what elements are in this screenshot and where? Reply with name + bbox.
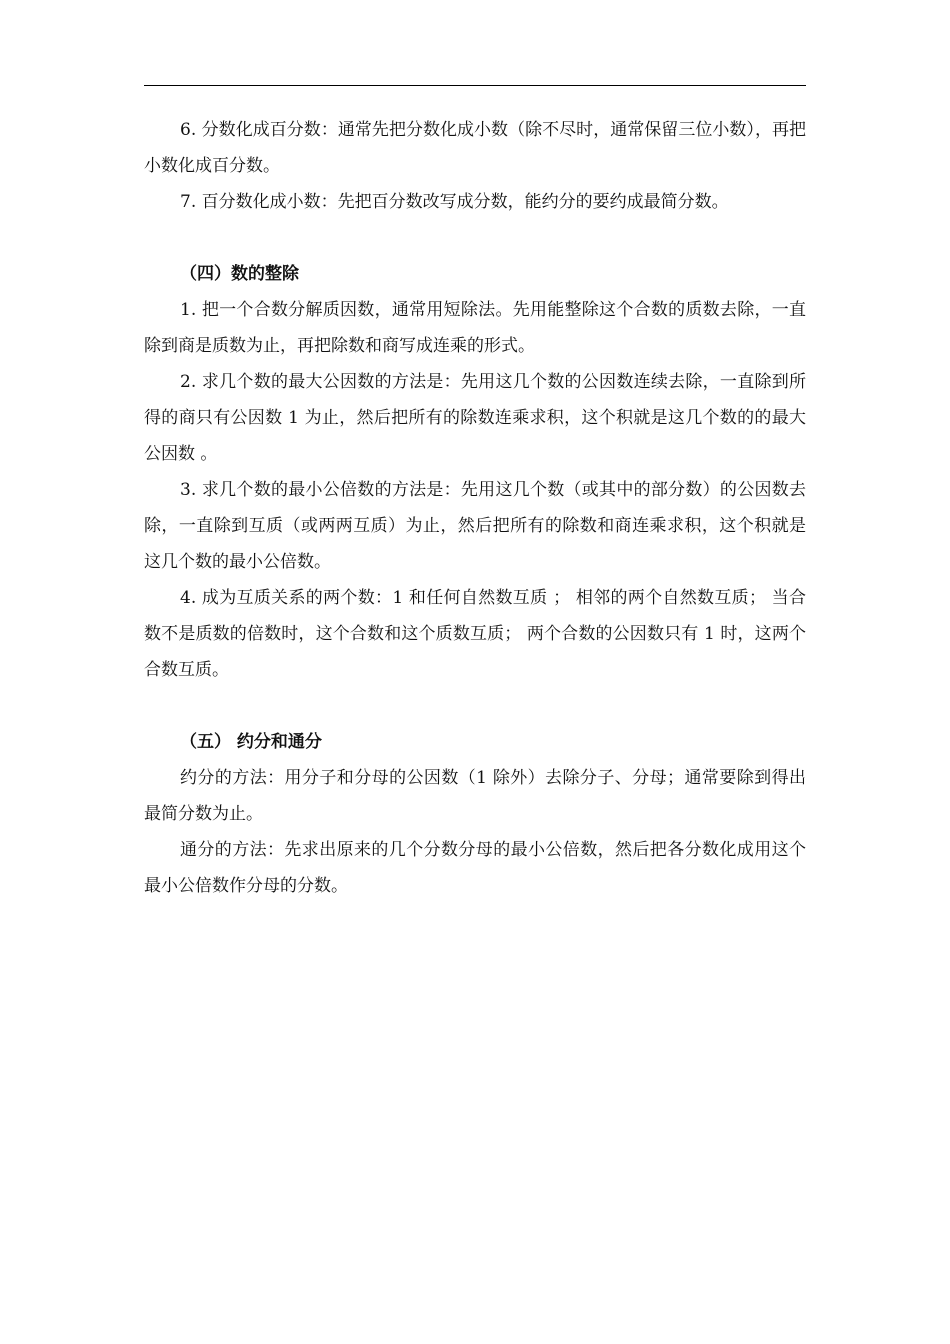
section-heading-divisibility: （四）数的整除 (180, 264, 299, 284)
paragraph-coprime-relations: 4. 成为互质关系的两个数：1 和任何自然数互质 ； 相邻的两个自然数互质； 当合数不是质数的倍数时，这个合数和这个质数互质； 两个合数的公因数只有 1 时，这两个合数互质。 (144, 588, 806, 680)
paragraph-item-7: 7. 百分数化成小数：先把百分数改写成分数，能约分的要约成最简分数。 (180, 192, 729, 212)
paragraph-item-6: 6. 分数化成百分数：通常先把分数化成小数（除不尽时，通常保留三位小数），再把小数化成百分数。 (144, 120, 806, 176)
header-rule (144, 85, 806, 86)
paragraph-lcm-method: 3. 求几个数的最小公倍数的方法是：先用这几个数（或其中的部分数）的公因数去除，一直除到互质（或两两互质）为止，然后把所有的除数和商连乘求积，这个积就是这几个数的最小公倍数。 (144, 480, 806, 572)
section-heading-reduction: （五） 约分和通分 (180, 732, 322, 752)
document-body (144, 112, 806, 904)
paragraph-gcd-method: 2. 求几个数的最大公因数的方法是：先用这几个数的公因数连续去除，一直除到所得的商只有公因数 1 为止，然后把所有的除数连乘求积，这个积就是这几个数的的最大公因数 。 (144, 372, 806, 464)
paragraph-prime-factorization: 1. 把一个合数分解质因数，通常用短除法。先用能整除这个合数的质数去除，一直除到商是质数为止，再把除数和商写成连乘的形式。 (144, 300, 806, 356)
paragraph-common-denominator: 通分的方法：先求出原来的几个分数分母的最小公倍数，然后把各分数化成用这个最小公倍数作分母的分数。 (144, 840, 806, 896)
spacer (144, 220, 806, 256)
spacer (144, 688, 806, 724)
paragraph-reduce-fraction: 约分的方法：用分子和分母的公因数（1 除外）去除分子、分母；通常要除到得出最简分数为止。 (144, 768, 806, 824)
